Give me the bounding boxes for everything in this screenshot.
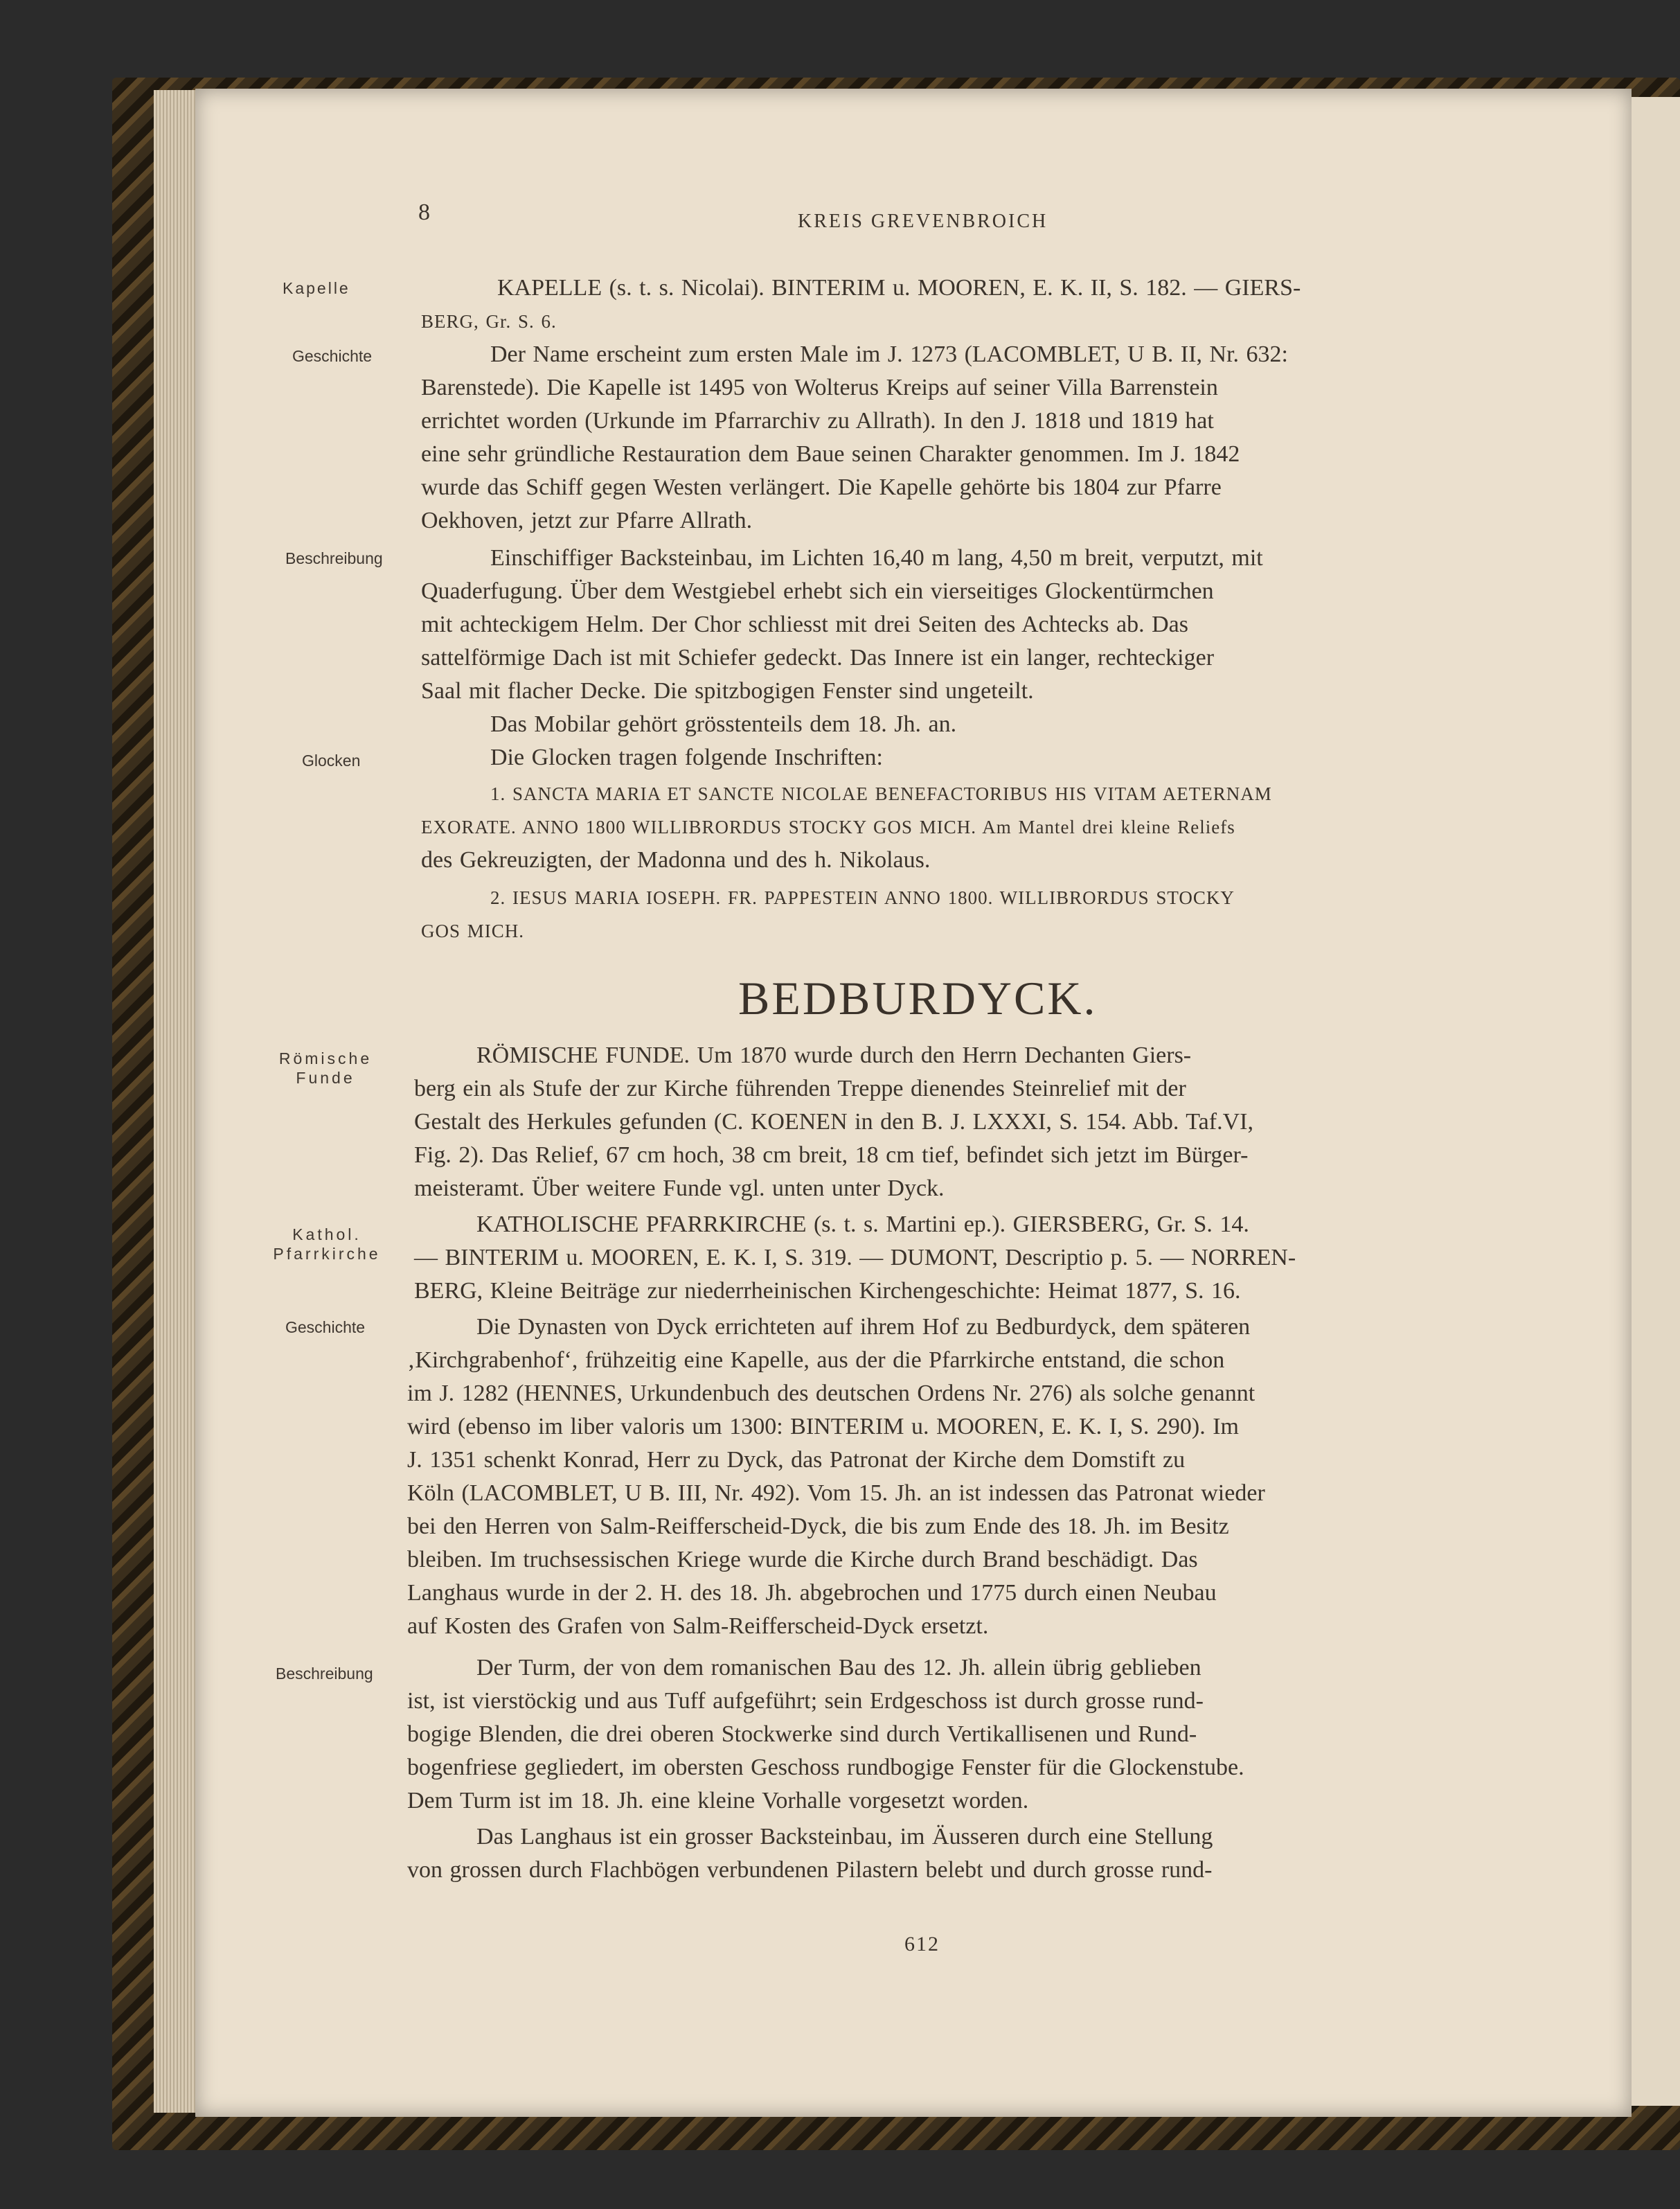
text-line: berg ein als Stufe der zur Kirche führenden Treppe dienendes Steinrelief mit der [414,1076,1186,1101]
book-page [195,89,1632,2117]
text-line: Köln (LACOMBLET, U B. III, Nr. 492). Vom 15. Jh. an ist indessen das Patronat wieder [407,1480,1265,1506]
running-title: KREIS GREVENBROICH [798,211,1048,232]
text-line: GOS MICH. [421,921,525,941]
text-line: Der Name erscheint zum ersten Male im J. 1273 (LACOMBLET, U B. II, Nr. 632: [490,341,1288,367]
margin-note-roemische-funde: Römische Funde [278,1049,373,1087]
text-line: sattelförmige Dach ist mit Schiefer gedeckt. Das Innere ist ein langer, rechteckiger [421,645,1215,671]
text-line: ‚Kirchgrabenhof‘, frühzeitig eine Kapelle, aus der die Pfarrkirche entstand, die schon [407,1347,1225,1373]
margin-note-pfarrkirche: Kathol. Pfarrkirche [273,1225,381,1263]
text-line: bleiben. Im truchsessischen Kriege wurde die Kirche durch Brand beschädigt. Das [407,1547,1198,1572]
text-line: ist, ist vierstöckig und aus Tuff aufgeführt; sein Erdgeschoss ist durch grosse rund- [407,1688,1204,1714]
text-line: Die Glocken tragen folgende Inschriften: [490,745,883,770]
text-line: RÖMISCHE FUNDE. Um 1870 wurde durch den Herrn Dechanten Giers- [476,1043,1192,1068]
text-line: Der Turm, der von dem romanischen Bau des 12. Jh. allein übrig geblieben [476,1655,1201,1680]
text-line: Saal mit flacher Decke. Die spitzbogigen Fenster sind ungeteilt. [421,678,1034,704]
text-line: Fig. 2). Das Relief, 67 cm hoch, 38 cm breit, 18 cm tief, befindet sich jetzt im Bürger- [414,1142,1249,1168]
margin-note-glocken: Glocken [302,752,361,770]
text-line: eine sehr gründliche Restauration dem Baue seinen Charakter genommen. Im J. 1842 [421,441,1240,467]
text-line: KAPELLE (s. t. s. Nicolai). BINTERIM u. MOOREN, E. K. II, S. 182. — GIERS- [497,275,1301,301]
text-line: Das Mobilar gehört grösstenteils dem 18. Jh. an. [490,711,957,737]
text-line: errichtet worden (Urkunde im Pfarrarchiv zu Allrath). In den J. 1818 und 1819 hat [421,408,1214,434]
text-line: 1. SANCTA MARIA ET SANCTE NICOLAE BENEFACTORIBUS HIS VITAM AETERNAM [490,783,1272,804]
section-title: BEDBURDYCK. [738,972,1098,1024]
text-line: bei den Herren von Salm-Reifferscheid-Dyck, die bis zum Ende des 18. Jh. im Besitz [407,1514,1229,1539]
text-line: J. 1351 schenkt Konrad, Herr zu Dyck, das Patronat der Kirche dem Domstift zu [407,1447,1186,1473]
margin-note-kapelle: Kapelle [283,279,350,297]
next-page-edge [1629,97,1680,2106]
text-line: Einschiffiger Backsteinbau, im Lichten 16,40 m lang, 4,50 m breit, verputzt, mit [490,545,1263,571]
text-line: auf Kosten des Grafen von Salm-Reifferscheid-Dyck ersetzt. [407,1613,989,1639]
text-line: bogige Blenden, die drei oberen Stockwerke sind durch Vertikallisenen und Rund- [407,1721,1197,1747]
text-line: mit achteckigem Helm. Der Chor schliesst mit drei Seiten des Achtecks ab. Das [421,612,1188,637]
text-line: Quaderfugung. Über dem Westgiebel erhebt sich ein vierseitiges Glockentürmchen [421,578,1214,604]
text-line: BERG, Kleine Beiträge zur niederrheinischen Kirchengeschichte: Heimat 1877, S. 16. [414,1278,1241,1304]
margin-note-geschichte-2: Geschichte [285,1318,366,1336]
text-line: Dem Turm ist im 18. Jh. eine kleine Vorhalle vorgesetzt worden. [407,1788,1029,1813]
margin-note-beschreibung: Beschreibung [285,549,383,567]
text-line: Oekhoven, jetzt zur Pfarre Allrath. [421,508,753,533]
text-line: BERG, Gr. S. 6. [421,311,557,332]
text-line: Die Dynasten von Dyck errichteten auf ihrem Hof zu Bedburdyck, dem späteren [476,1314,1251,1340]
text-line: meisteramt. Über weitere Funde vgl. unten unter Dyck. [414,1176,945,1201]
text-line: bogenfriese gegliedert, im obersten Geschoss rundbogige Fenster für die Glockenstube. [407,1755,1244,1780]
text-line: im J. 1282 (HENNES, Urkundenbuch des deutschen Ordens Nr. 276) als solche genannt [407,1381,1255,1406]
folio-number: 612 [904,1933,940,1955]
text-line: des Gekreuzigten, der Madonna und des h. Nikolaus. [421,847,931,873]
text-line: Gestalt des Herkules gefunden (C. KOENEN in den B. J. LXXXI, S. 154. Abb. Taf.VI, [414,1109,1253,1135]
margin-note-beschreibung-2: Beschreibung [276,1665,373,1683]
margin-note-geschichte: Geschichte [292,347,373,365]
text-line: — BINTERIM u. MOOREN, E. K. I, S. 319. — DUMONT, Descriptio p. 5. — NORREN- [414,1245,1296,1270]
text-line: 2. IESUS MARIA IOSEPH. FR. PAPPESTEIN ANNO 1800. WILLIBRORDUS STOCKY [490,887,1235,908]
text-line: KATHOLISCHE PFARRKIRCHE (s. t. s. Martini ep.). GIERSBERG, Gr. S. 14. [476,1212,1249,1237]
text-line: wurde das Schiff gegen Westen verlängert. Die Kapelle gehörte bis 1804 zur Pfarre [421,474,1222,500]
text-line: Das Langhaus ist ein grosser Backsteinbau, im Äusseren durch eine Stellung [476,1824,1213,1849]
page-number: 8 [418,199,430,225]
text-line: Barenstede). Die Kapelle ist 1495 von Wolterus Kreips auf seiner Villa Barrenstein [421,375,1218,400]
text-line: wird (ebenso im liber valoris um 1300: BINTERIM u. MOOREN, E. K. I, S. 290). Im [407,1414,1239,1439]
text-line: von grossen durch Flachbögen verbundenen Pilastern belebt und durch grosse rund- [407,1857,1213,1883]
text-line: Langhaus wurde in der 2. H. des 18. Jh. abgebrochen und 1775 durch einen Neubau [407,1580,1217,1606]
text-line: EXORATE. ANNO 1800 WILLIBRORDUS STOCKY GOS MICH. Am Mantel drei kleine Reliefs [421,817,1235,837]
